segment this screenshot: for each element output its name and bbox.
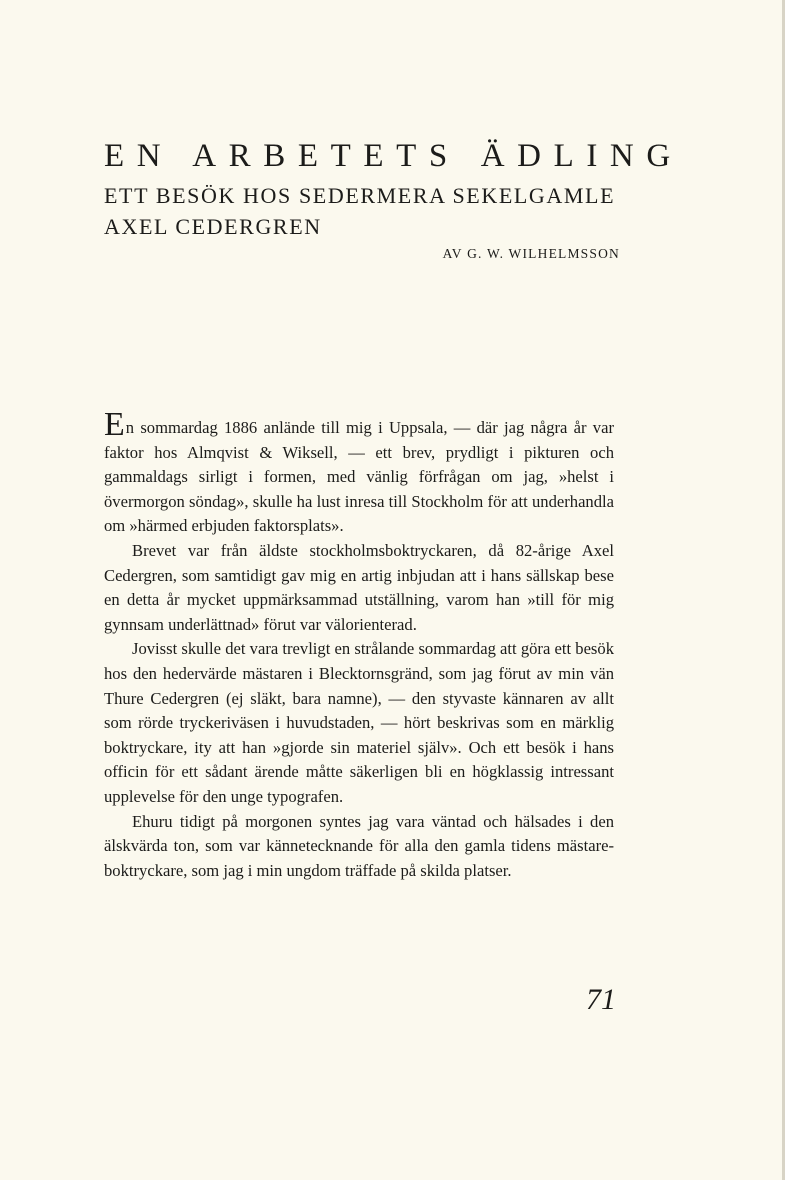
- paragraph-1-text: n sommardag 1886 anlände till mig i Uppsala, — där jag några år var faktor hos Almqvist & Wiksell, — ett brev, prydligt i pikturen och gammaldags sirligt i formen, med vänlig förfrågan om jag, »helst i övermorgon söndag», skulle ha lust inresa till Stockholm för att underhandla om »härmed erbjuden faktorsplats».: [104, 418, 614, 536]
- paragraph-3: Jovisst skulle det vara trevligt en strålande sommardag att göra ett besök hos den hedervärde mästaren i Blecktornsgränd, som jag förut av min vän Thure Cedergren (ej släkt, bara namne), — den styvaste kännaren av allt som rörde tryckeriväsen i huvudstaden, — hört beskrivas som en märklig boktryckare, ity att han »gjorde sin materiel själv». Och ett besök i hans officin för ett sådant ärende måtte säkerligen bli en högklassig intressant upplevelse för den unge typografen.: [104, 639, 614, 806]
- author-byline: AV G. W. WILHELMSSON: [442, 246, 620, 261]
- paragraph-4: Ehuru tidigt på morgonen syntes jag vara väntad och hälsades i den älskvärda ton, som var kännetecknande för alla den gamla tidens mästare-boktryckare, som jag i min ungdom träffade på skilda platser.: [104, 811, 614, 880]
- paragraph-2: Brevet var från äldste stockholmsboktryckaren, då 82-årige Axel Cedergren, som samtidigt gav mig en artig inbjudan att i hans sällskap bese en detta år mycket uppmärksammad utställning, varom han »till för mig gynnsam underlättnad» förut var välorienterad.: [104, 540, 614, 634]
- article-body: [104, 406, 614, 883]
- article-subtitle: [104, 180, 624, 242]
- subtitle-line-2: AXEL CEDERGREN: [104, 214, 322, 239]
- article-title: EN ARBETETS ÄDLING: [104, 138, 683, 174]
- page-number: 71: [586, 983, 616, 1016]
- paragraph-1: [104, 406, 614, 539]
- subtitle-line-1: ETT BESÖK HOS SEDERMERA SEKELGAMLE: [104, 183, 616, 208]
- drop-cap: E: [104, 406, 125, 443]
